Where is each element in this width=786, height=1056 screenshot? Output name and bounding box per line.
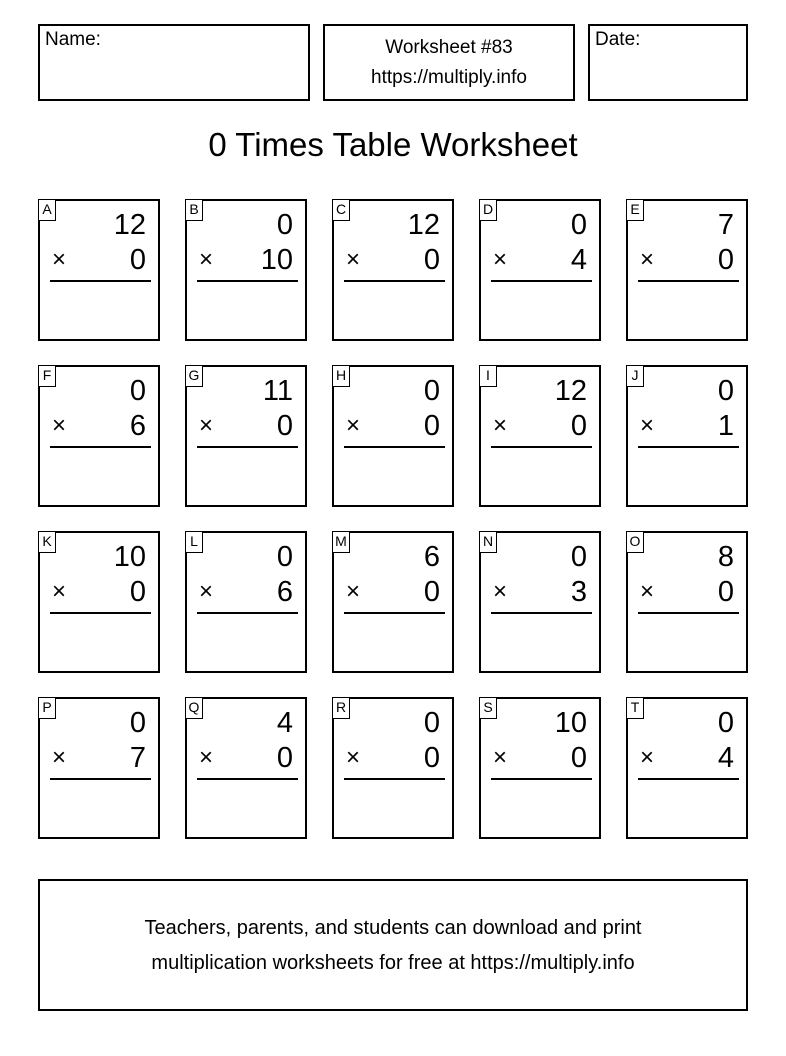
multiplier: 0: [717, 576, 734, 608]
answer-line: [491, 446, 592, 448]
date-label: Date:: [595, 29, 641, 50]
footer-line-2: multiplication worksheets for free at https://multiply.info: [151, 952, 635, 974]
problem-label: B: [185, 199, 203, 221]
problem-label: F: [38, 365, 56, 387]
answer-line: [491, 280, 592, 282]
times-sign: ×: [493, 246, 508, 273]
times-sign: ×: [493, 578, 508, 605]
problem-card: [38, 365, 160, 507]
times-sign: ×: [346, 246, 361, 273]
problem-card: [38, 531, 160, 673]
site-url: https://multiply.info: [371, 67, 527, 88]
answer-line: [344, 446, 445, 448]
answer-line: [638, 612, 739, 614]
multiplicand: 0: [129, 707, 146, 739]
multiplicand: 0: [423, 375, 440, 407]
problem-card: [479, 365, 601, 507]
multiplicand: 0: [276, 209, 293, 241]
multiplier: 0: [423, 410, 440, 442]
multiplier: 3: [570, 576, 587, 608]
problem-card: [332, 697, 454, 839]
times-sign: ×: [346, 578, 361, 605]
problem-card: [185, 531, 307, 673]
problem-label: O: [626, 531, 644, 553]
name-label: Name:: [45, 29, 101, 50]
footer-note: [38, 879, 748, 1011]
footer-line-1: Teachers, parents, and students can download and print: [144, 917, 642, 939]
problem-label: R: [332, 697, 350, 719]
problem-label: L: [185, 531, 203, 553]
multiplicand: 0: [717, 375, 734, 407]
multiplicand: 10: [554, 707, 587, 739]
problem-label: N: [479, 531, 497, 553]
times-sign: ×: [640, 246, 655, 273]
problem-label: T: [626, 697, 644, 719]
times-sign: ×: [640, 744, 655, 771]
problem-label: J: [626, 365, 644, 387]
times-sign: ×: [640, 578, 655, 605]
answer-line: [50, 280, 151, 282]
times-sign: ×: [493, 412, 508, 439]
times-sign: ×: [52, 744, 67, 771]
multiplier: 6: [129, 410, 146, 442]
answer-line: [50, 446, 151, 448]
problem-card: [479, 531, 601, 673]
problem-label: G: [185, 365, 203, 387]
times-sign: ×: [346, 412, 361, 439]
multiplier: 0: [276, 410, 293, 442]
times-sign: ×: [199, 578, 214, 605]
problem-label: E: [626, 199, 644, 221]
date-field-box: [588, 24, 748, 101]
worksheet-info-box: [323, 24, 575, 101]
answer-line: [491, 612, 592, 614]
multiplicand: 12: [113, 209, 146, 241]
multiplier: 0: [570, 410, 587, 442]
answer-line: [50, 612, 151, 614]
multiplicand: 11: [262, 375, 293, 407]
times-sign: ×: [52, 246, 67, 273]
answer-line: [638, 280, 739, 282]
answer-line: [50, 778, 151, 780]
worksheet-number: Worksheet #83: [385, 37, 513, 58]
problem-card: [626, 365, 748, 507]
problem-card: [38, 199, 160, 341]
problem-label: M: [332, 531, 350, 553]
problem-card: [626, 697, 748, 839]
times-sign: ×: [52, 578, 67, 605]
multiplier: 0: [129, 576, 146, 608]
answer-line: [197, 280, 298, 282]
problem-card: [332, 199, 454, 341]
answer-line: [197, 612, 298, 614]
answer-line: [344, 612, 445, 614]
problem-label: K: [38, 531, 56, 553]
answer-line: [197, 446, 298, 448]
problem-label: I: [479, 365, 497, 387]
multiplier: 6: [276, 576, 293, 608]
multiplicand: 4: [276, 707, 293, 739]
multiplier: 4: [717, 742, 734, 774]
multiplier: 4: [570, 244, 587, 276]
multiplier: 0: [570, 742, 587, 774]
answer-line: [491, 778, 592, 780]
problem-card: [626, 199, 748, 341]
times-sign: ×: [199, 744, 214, 771]
multiplier: 0: [423, 244, 440, 276]
multiplier: 0: [129, 244, 146, 276]
problem-label: P: [38, 697, 56, 719]
multiplicand: 12: [554, 375, 587, 407]
answer-line: [638, 778, 739, 780]
multiplier: 0: [276, 742, 293, 774]
answer-line: [197, 778, 298, 780]
problem-card: [479, 199, 601, 341]
times-sign: ×: [493, 744, 508, 771]
multiplicand: 12: [407, 209, 440, 241]
problem-card: [332, 531, 454, 673]
multiplier: 10: [260, 244, 293, 276]
problem-label: D: [479, 199, 497, 221]
multiplier: 0: [717, 244, 734, 276]
problem-card: [185, 697, 307, 839]
multiplier: 1: [717, 410, 734, 442]
times-sign: ×: [199, 412, 214, 439]
problem-card: [185, 365, 307, 507]
multiplier: 7: [129, 742, 146, 774]
multiplicand: 0: [717, 707, 734, 739]
problem-card: [38, 697, 160, 839]
times-sign: ×: [346, 744, 361, 771]
problem-card: [185, 199, 307, 341]
answer-line: [638, 446, 739, 448]
problem-label: A: [38, 199, 56, 221]
page-title: 0 Times Table Worksheet: [208, 126, 578, 163]
problem-label: S: [479, 697, 497, 719]
problem-label: H: [332, 365, 350, 387]
multiplicand: 0: [276, 541, 293, 573]
problem-card: [332, 365, 454, 507]
multiplicand: 0: [423, 707, 440, 739]
problem-grid: [38, 199, 748, 842]
times-sign: ×: [640, 412, 655, 439]
problem-card: [626, 531, 748, 673]
times-sign: ×: [199, 246, 214, 273]
multiplicand: 0: [129, 375, 146, 407]
multiplicand: 8: [717, 541, 734, 573]
multiplicand: 7: [717, 209, 734, 241]
multiplicand: 6: [423, 541, 440, 573]
problem-card: [479, 697, 601, 839]
problem-label: C: [332, 199, 350, 221]
multiplicand: 0: [570, 541, 587, 573]
problem-label: Q: [185, 697, 203, 719]
multiplicand: 10: [113, 541, 146, 573]
multiplier: 0: [423, 742, 440, 774]
multiplier: 0: [423, 576, 440, 608]
answer-line: [344, 778, 445, 780]
times-sign: ×: [52, 412, 67, 439]
multiplicand: 0: [570, 209, 587, 241]
name-field-box: [38, 24, 310, 101]
answer-line: [344, 280, 445, 282]
